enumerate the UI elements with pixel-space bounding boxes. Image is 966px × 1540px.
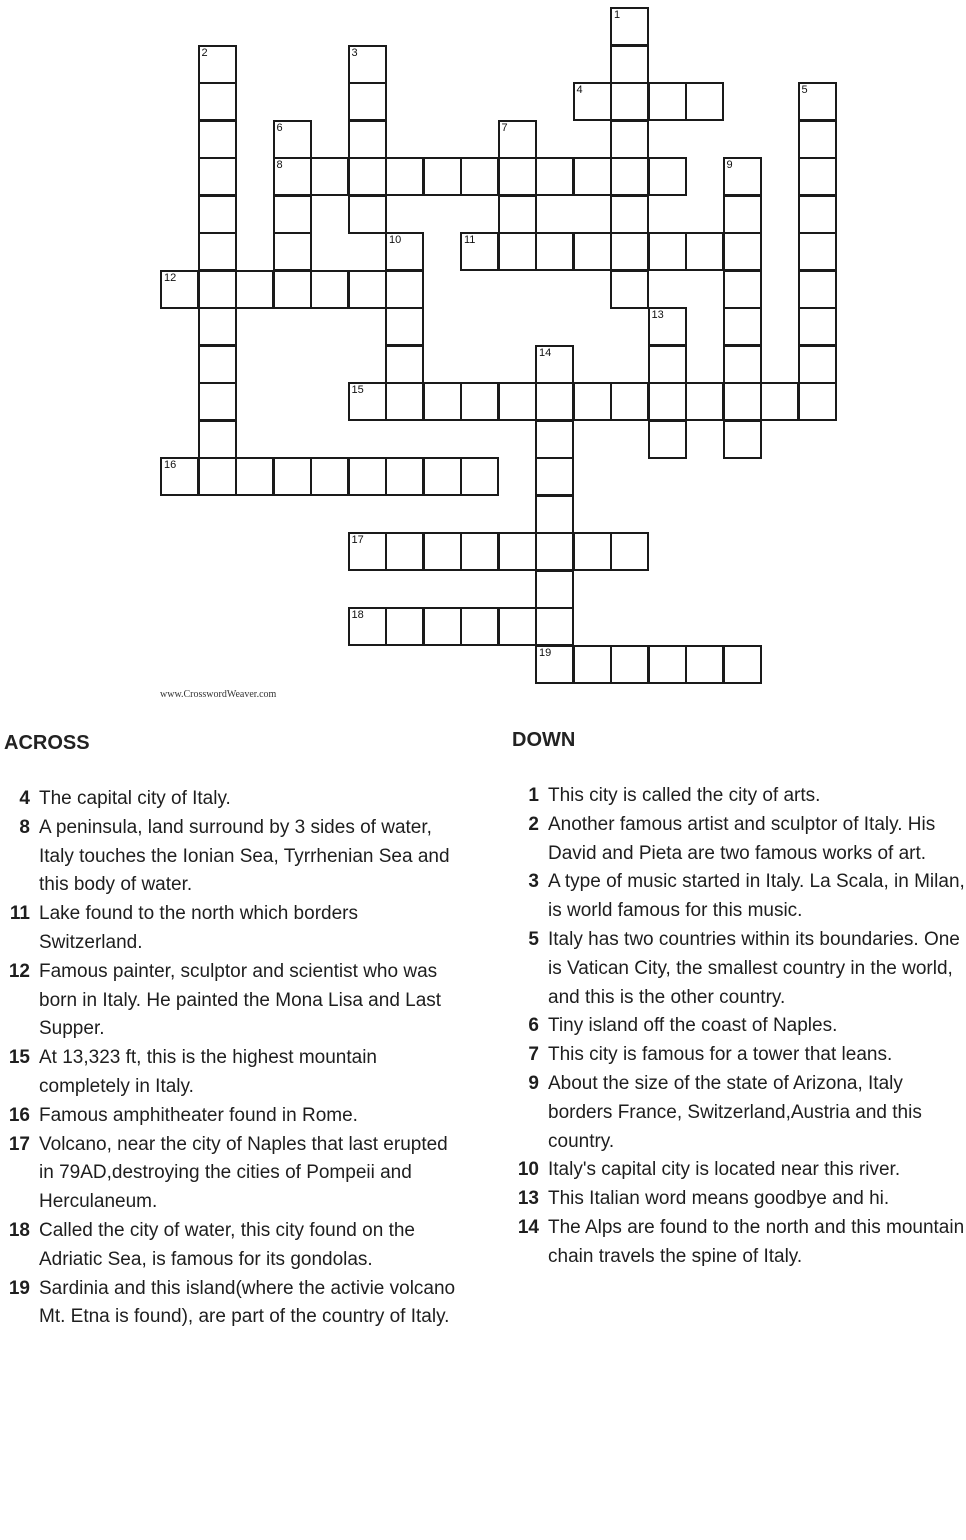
clue-number: 5 — [528, 928, 539, 950]
grid-cell[interactable] — [423, 382, 462, 421]
grid-cell[interactable] — [385, 270, 424, 309]
clue-number: 11 — [9, 903, 30, 925]
grid-cell[interactable] — [348, 45, 387, 84]
grid-cell[interactable] — [610, 270, 649, 309]
clue-number: 3 — [528, 871, 539, 893]
grid-cell[interactable] — [310, 157, 349, 196]
grid-cell[interactable] — [423, 157, 462, 196]
grid-cell[interactable] — [385, 382, 424, 421]
grid-cell[interactable] — [573, 157, 612, 196]
cell-number: 6 — [276, 121, 283, 134]
grid-cell[interactable] — [460, 457, 499, 496]
grid-cell[interactable] — [348, 157, 387, 196]
clue-number: 9 — [528, 1072, 539, 1094]
grid-cell[interactable] — [423, 457, 462, 496]
clue-text: Lake found to the north which borders Switzerland. — [39, 903, 358, 953]
across-clue — [4, 1131, 464, 1217]
clue-number: 7 — [528, 1044, 539, 1066]
grid-cell[interactable] — [573, 645, 612, 684]
cell-number: 14 — [539, 346, 552, 359]
cell-number: 15 — [351, 384, 364, 396]
clue-text: A peninsula, land surround by 3 sides of water, Italy touches the Ionian Sea, Tyrrhenian Sea and this body of water. — [39, 816, 450, 896]
clue-text: Italy's capital city is located near this river. — [548, 1159, 901, 1181]
grid-cell[interactable] — [348, 457, 387, 496]
clue-number: 19 — [8, 1277, 30, 1299]
grid-cell[interactable] — [348, 195, 387, 234]
grid-cell[interactable] — [310, 270, 349, 309]
grid-cell[interactable] — [348, 532, 387, 571]
cell-number: 1 — [614, 9, 621, 21]
grid-cell[interactable] — [723, 307, 762, 346]
clue-number: 12 — [8, 960, 30, 982]
across-clue — [4, 814, 464, 900]
grid-cell[interactable] — [610, 532, 649, 571]
clue-text: At 13,323 ft, this is the highest mountain completely in Italy. — [39, 1047, 377, 1097]
down-clue — [513, 868, 965, 926]
grid-cell[interactable] — [648, 157, 687, 196]
grid-cell[interactable] — [498, 532, 537, 571]
grid-cell[interactable] — [348, 82, 387, 121]
clue-text: This city is called the city of arts. — [548, 785, 821, 806]
grid-cell[interactable] — [198, 270, 237, 309]
grid-cell[interactable] — [685, 232, 724, 271]
down-clue — [513, 926, 965, 1012]
cell-number: 19 — [539, 646, 552, 659]
cell-number: 5 — [801, 84, 808, 96]
grid-cell[interactable] — [798, 120, 837, 159]
cell-number: 3 — [351, 46, 358, 59]
clue-number: 18 — [8, 1219, 30, 1241]
grid-cell[interactable] — [498, 232, 537, 271]
cell-number: 18 — [351, 609, 364, 621]
grid-cell[interactable] — [798, 232, 837, 271]
grid-cell[interactable] — [535, 570, 574, 609]
clue-number: 16 — [8, 1104, 30, 1126]
grid-cell[interactable] — [385, 307, 424, 346]
clue-text: Tiny island off the coast of Naples. — [548, 1015, 838, 1037]
grid-cell[interactable] — [723, 270, 762, 309]
clue-text: Italy has two countries within its boundaries. One is Vatican City, the smallest country in the world, and this is the other country. — [548, 928, 960, 1008]
grid-cell[interactable] — [798, 382, 837, 421]
grid-cell[interactable] — [648, 420, 687, 459]
cell-number: 10 — [389, 234, 402, 246]
cell-number: 11 — [464, 234, 476, 246]
grid-cell[interactable] — [798, 82, 837, 121]
across-clue — [4, 900, 464, 958]
clue-number: 14 — [517, 1216, 539, 1238]
grid-cell[interactable] — [385, 232, 424, 271]
down-clue — [513, 782, 965, 811]
across-heading: ACROSS — [4, 732, 90, 754]
grid-cell[interactable] — [610, 195, 649, 234]
grid-cell[interactable] — [535, 345, 574, 384]
grid-cell[interactable] — [198, 345, 237, 384]
grid-cell[interactable] — [385, 457, 424, 496]
clue-text: This city is famous for a tower that leans. — [548, 1044, 893, 1066]
clue-text: Called the city of water, this city found on the Adriatic Sea, is famous for its gondolas. — [39, 1219, 415, 1270]
grid-cell[interactable] — [460, 232, 499, 271]
grid-cell[interactable] — [198, 157, 237, 196]
across-clue-list — [4, 785, 464, 1332]
grid-cell[interactable] — [198, 82, 237, 121]
clue-number: 15 — [8, 1047, 30, 1069]
clue-text: Volcano, near the city of Naples that last erupted in 79AD,destroying the cities of Pompeii and Herculaneum. — [39, 1133, 448, 1213]
grid-cell[interactable] — [498, 607, 537, 646]
across-clue — [4, 958, 464, 1044]
grid-cell[interactable] — [273, 270, 312, 309]
grid-cell[interactable] — [760, 382, 799, 421]
grid-cell[interactable] — [348, 120, 387, 159]
clue-text: About the size of the state of Arizona, Italy borders France, Switzerland,Austria and this country. — [548, 1072, 922, 1152]
grid-cell[interactable] — [798, 157, 837, 196]
grid-cell[interactable] — [348, 382, 387, 421]
clue-text: The Alps are found to the north and this mountain chain travels the spine of Italy. — [548, 1216, 965, 1267]
grid-cell[interactable] — [648, 645, 687, 684]
grid-cell[interactable] — [273, 195, 312, 234]
grid-cell[interactable] — [535, 420, 574, 459]
grid-cell[interactable] — [610, 45, 649, 84]
grid-cell[interactable] — [535, 607, 574, 646]
grid-cell[interactable] — [385, 607, 424, 646]
grid-cell[interactable] — [535, 157, 574, 196]
grid-cell[interactable] — [310, 457, 349, 496]
grid-cell[interactable] — [535, 532, 574, 571]
cell-number: 7 — [501, 121, 508, 134]
grid-cell[interactable] — [610, 232, 649, 271]
grid-cell[interactable] — [273, 232, 312, 271]
grid-cell[interactable] — [198, 457, 237, 496]
cell-number: 9 — [726, 159, 733, 171]
grid-cell[interactable] — [610, 120, 649, 159]
grid-cell[interactable] — [498, 120, 537, 159]
clue-number: 6 — [528, 1015, 539, 1037]
grid-cell[interactable] — [610, 157, 649, 196]
clue-number: 17 — [8, 1133, 30, 1155]
down-clue — [513, 1070, 965, 1156]
grid-cell[interactable] — [648, 82, 687, 121]
clue-text: Famous painter, sculptor and scientist who was born in Italy. He painted the Mona Lisa and Last Supper. — [39, 960, 442, 1040]
grid-cell[interactable] — [610, 382, 649, 421]
grid-cell[interactable] — [723, 157, 762, 196]
grid-cell[interactable] — [648, 307, 687, 346]
cell-number: 2 — [201, 46, 208, 59]
grid-cell[interactable] — [160, 457, 199, 496]
clue-number: 1 — [528, 785, 539, 806]
grid-cell[interactable] — [573, 232, 612, 271]
grid-cell[interactable] — [498, 157, 537, 196]
clue-text: Another famous artist and sculptor of Italy. His David and Pieta are two famous works of art. — [548, 813, 936, 864]
grid-cell[interactable] — [198, 195, 237, 234]
down-clue — [513, 1156, 965, 1185]
cell-number: 16 — [164, 459, 177, 471]
grid-cell[interactable] — [723, 232, 762, 271]
grid-cell[interactable] — [198, 232, 237, 271]
down-clue — [513, 1041, 965, 1070]
across-clue — [4, 1044, 464, 1102]
grid-cell[interactable] — [610, 82, 649, 121]
grid-cell[interactable] — [235, 457, 274, 496]
grid-cell[interactable] — [273, 457, 312, 496]
grid-cell[interactable] — [685, 82, 724, 121]
grid-cell[interactable] — [498, 195, 537, 234]
grid-cell[interactable] — [198, 120, 237, 159]
grid-cell[interactable] — [385, 532, 424, 571]
cell-number: 12 — [164, 271, 177, 284]
grid-cell[interactable] — [723, 420, 762, 459]
clue-text: Famous amphitheater found in Rome. — [39, 1104, 358, 1126]
down-heading: DOWN — [512, 729, 576, 751]
grid-cell[interactable] — [235, 270, 274, 309]
grid-cell[interactable] — [535, 645, 574, 684]
down-clue — [513, 1185, 965, 1214]
grid-cell[interactable] — [273, 120, 312, 159]
down-clue — [513, 1012, 965, 1041]
across-clue — [4, 1102, 464, 1131]
grid-cell[interactable] — [610, 645, 649, 684]
grid-cell[interactable] — [385, 345, 424, 384]
grid-cell[interactable] — [798, 195, 837, 234]
grid-cell[interactable] — [498, 382, 537, 421]
grid-cell[interactable] — [535, 457, 574, 496]
grid-cell[interactable] — [535, 232, 574, 271]
clue-number: 4 — [19, 788, 30, 809]
grid-cell[interactable] — [198, 420, 237, 459]
grid-cell[interactable] — [198, 307, 237, 346]
down-clue — [513, 1214, 965, 1272]
clue-number: 10 — [517, 1159, 539, 1181]
cell-number: 4 — [576, 84, 583, 96]
grid-cell[interactable] — [385, 157, 424, 196]
grid-cell[interactable] — [460, 382, 499, 421]
grid-cell[interactable] — [423, 532, 462, 571]
grid-cell[interactable] — [160, 270, 199, 309]
grid-cell[interactable] — [573, 82, 612, 121]
grid-cell[interactable] — [460, 157, 499, 196]
grid-cell[interactable] — [648, 232, 687, 271]
clue-number: 13 — [517, 1188, 539, 1210]
grid-cell[interactable] — [198, 45, 237, 84]
grid-cell[interactable] — [610, 7, 649, 46]
clue-number: 8 — [19, 816, 30, 838]
down-clue — [513, 811, 965, 869]
grid-cell[interactable] — [723, 645, 762, 684]
across-clue — [4, 1275, 464, 1333]
cell-number: 8 — [276, 159, 283, 171]
grid-cell[interactable] — [573, 532, 612, 571]
down-clue-list — [513, 782, 965, 1272]
clue-text: Sardinia and this island(where the activie volcano Mt. Etna is found), are part of the country of Italy. — [39, 1277, 456, 1328]
cell-number: 17 — [351, 534, 364, 546]
grid-cell[interactable] — [535, 495, 574, 534]
grid-cell[interactable] — [685, 382, 724, 421]
clue-text: A type of music started in Italy. La Scala, in Milan, is world famous for this music. — [548, 871, 965, 922]
grid-cell[interactable] — [648, 382, 687, 421]
grid-cell[interactable] — [723, 382, 762, 421]
grid-cell[interactable] — [685, 645, 724, 684]
grid-cell[interactable] — [798, 345, 837, 384]
cell-number: 13 — [651, 309, 664, 321]
grid-cell[interactable] — [798, 270, 837, 309]
grid-cell[interactable] — [648, 345, 687, 384]
crossword-grid — [0, 0, 966, 700]
grid-cell[interactable] — [723, 345, 762, 384]
across-clue — [4, 785, 464, 814]
grid-cell[interactable] — [423, 607, 462, 646]
grid-cell[interactable] — [535, 382, 574, 421]
grid-cell[interactable] — [273, 157, 312, 196]
clue-text: This Italian word means goodbye and hi. — [548, 1188, 890, 1210]
clue-number: 2 — [528, 813, 539, 835]
grid-cell[interactable] — [348, 607, 387, 646]
grid-cell[interactable] — [348, 270, 387, 309]
grid-cell[interactable] — [198, 382, 237, 421]
grid-cell[interactable] — [573, 382, 612, 421]
grid-cell[interactable] — [723, 195, 762, 234]
credit-line: www.CrosswordWeaver.com — [160, 689, 277, 700]
grid-cell[interactable] — [798, 307, 837, 346]
grid-cell[interactable] — [460, 607, 499, 646]
grid-cell[interactable] — [460, 532, 499, 571]
across-clue — [4, 1217, 464, 1275]
clue-text: The capital city of Italy. — [39, 788, 231, 809]
